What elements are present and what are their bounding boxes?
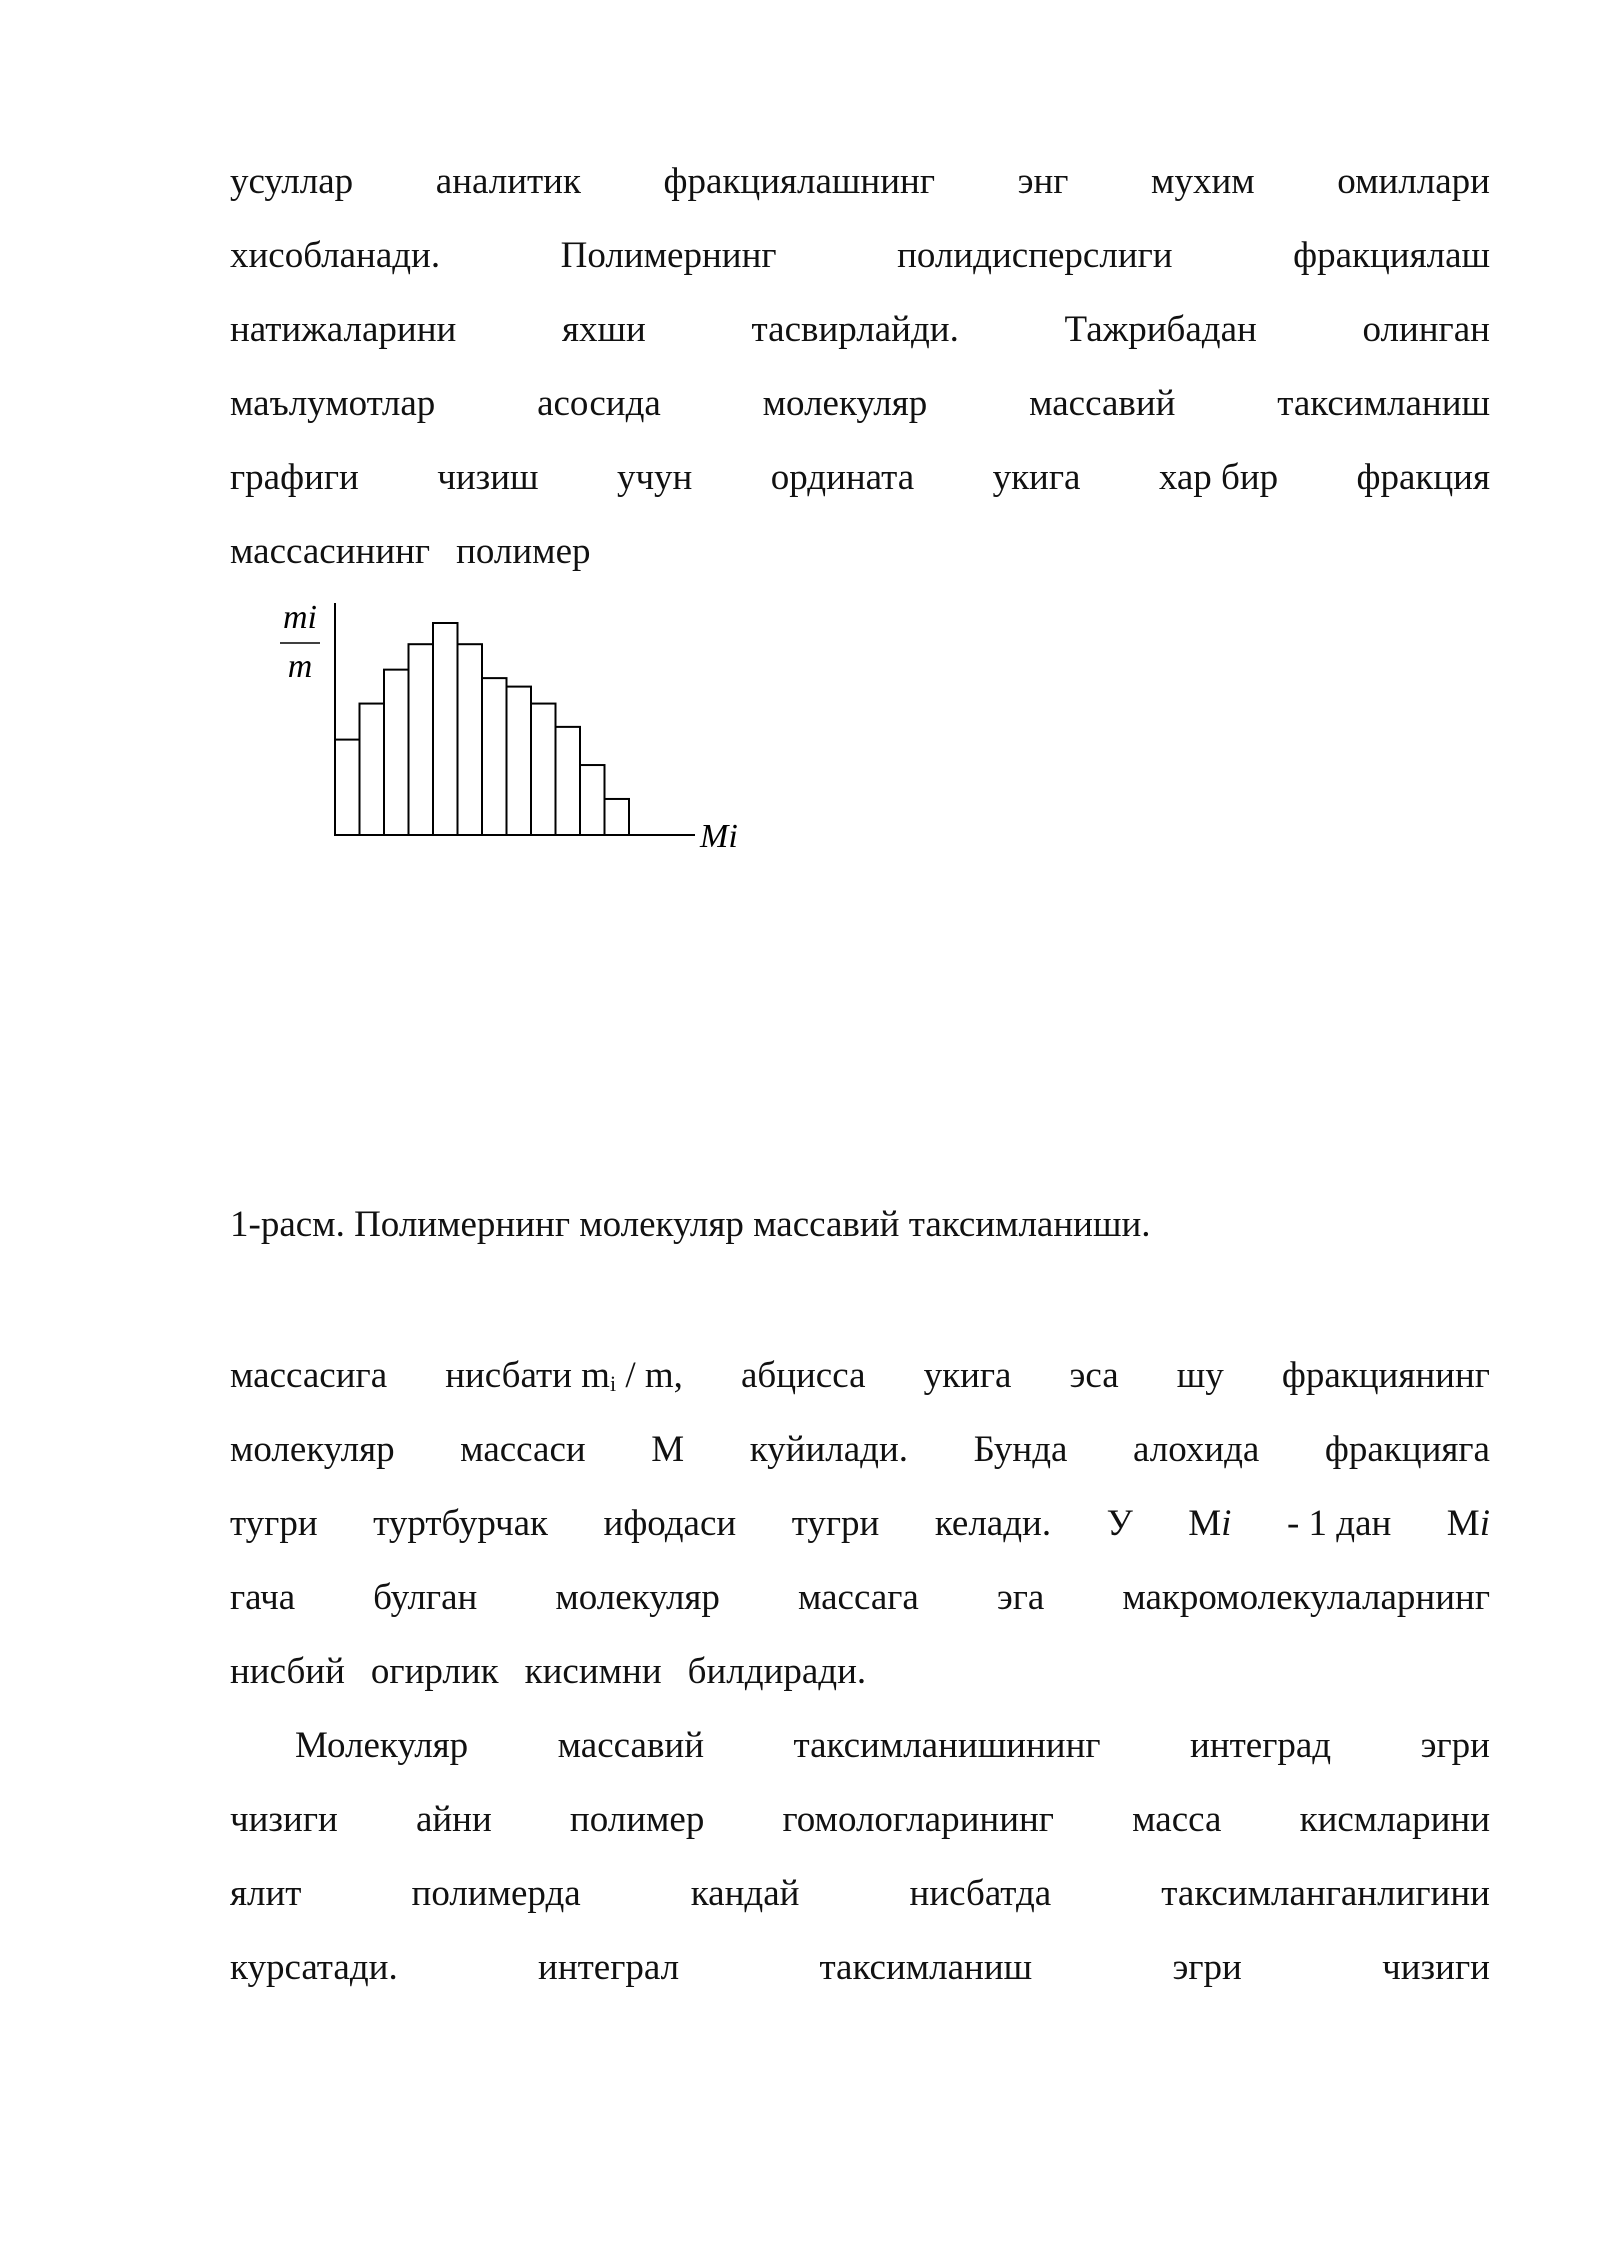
text-line-13	[230, 1790, 1490, 1850]
ratio-expression	[445, 1346, 683, 1414]
mass-letter: М	[1188, 1503, 1222, 1544]
word: олинган	[1362, 309, 1490, 350]
word: полимер	[456, 531, 591, 572]
word: огирлик	[370, 1651, 499, 1692]
word: Полимернинг	[560, 235, 777, 276]
word: фракциянинг	[1281, 1355, 1490, 1396]
word: графиги	[230, 457, 359, 498]
text-line-8	[230, 1420, 1490, 1480]
word: фракциялашнинг	[663, 161, 935, 202]
subscript-i: i	[609, 1371, 617, 1396]
word: тасвирлайди.	[751, 309, 959, 350]
word: полидисперслиги	[897, 235, 1173, 276]
word: мухим	[1151, 161, 1255, 202]
word: чизиги	[1382, 1947, 1490, 1988]
word: масса	[1132, 1799, 1222, 1840]
word: абцисса	[740, 1355, 866, 1396]
histogram-bar-11	[580, 765, 605, 835]
word: хар бир	[1158, 457, 1279, 498]
word: аналитик	[435, 161, 581, 202]
word: яхши	[562, 309, 646, 350]
word: омиллари	[1337, 161, 1490, 202]
x-axis-label: Mi	[700, 818, 738, 855]
word: полимер	[569, 1799, 705, 1840]
figure-caption: 1-расм. Полимернинг молекуляр массавий таксимланиши.	[230, 1204, 1151, 1245]
word: эгри	[1172, 1947, 1242, 1988]
text-line-11	[230, 1642, 1490, 1702]
histogram-bar-1	[335, 740, 360, 835]
histogram-bar-9	[531, 704, 556, 835]
molecular-mass-distribution-chart	[270, 595, 770, 855]
word: полимерда	[411, 1873, 581, 1914]
word: асосида	[537, 383, 661, 424]
word: булган	[373, 1577, 478, 1618]
word: алохида	[1133, 1429, 1260, 1470]
word: укига	[992, 457, 1081, 498]
word: фракцияга	[1324, 1429, 1490, 1470]
word: массасининг	[230, 531, 431, 572]
word: келади.	[934, 1503, 1052, 1544]
word: массавий	[1029, 383, 1176, 424]
word: эгри	[1420, 1725, 1490, 1766]
word: усуллар	[230, 161, 354, 202]
word: - 1 дан	[1286, 1503, 1392, 1544]
y-axis-label-denominator: m	[287, 648, 313, 685]
word: интеград	[1190, 1725, 1332, 1766]
word: молекуляр	[230, 1429, 395, 1470]
word: У	[1106, 1503, 1133, 1544]
word: тугри	[791, 1503, 880, 1544]
word: гача	[230, 1577, 296, 1618]
word: массага	[797, 1577, 919, 1618]
word: гомологларининг	[782, 1799, 1054, 1840]
word: молекуляр	[762, 383, 928, 424]
text-line-12	[295, 1716, 1490, 1776]
italic-i: i	[1479, 1503, 1490, 1544]
word: ордината	[770, 457, 915, 498]
word: учун	[616, 457, 693, 498]
histogram-bar-5	[433, 623, 458, 835]
histogram-bar-12	[605, 799, 630, 835]
text-line-3	[230, 300, 1490, 360]
word: молекуляр	[555, 1577, 720, 1618]
word: кандай	[690, 1873, 800, 1914]
word: таксимланиш	[819, 1947, 1033, 1988]
word: фракция	[1356, 457, 1490, 498]
mass-letter: М	[1446, 1503, 1480, 1544]
word: таксимланишининг	[793, 1725, 1101, 1766]
text-line-14	[230, 1864, 1490, 1924]
histogram-bar-8	[507, 687, 532, 835]
word: кисмларини	[1299, 1799, 1490, 1840]
ratio-numerator: нисбати m	[445, 1355, 610, 1396]
word: Тажрибадан	[1064, 309, 1257, 350]
text-line-2	[230, 226, 1490, 286]
word: нисбатда	[909, 1873, 1052, 1914]
word: Бунда	[973, 1429, 1068, 1470]
text-line-15	[230, 1938, 1490, 1998]
word: натижаларини	[230, 309, 457, 350]
word: чизиги	[230, 1799, 338, 1840]
word: ялит	[230, 1873, 302, 1914]
word: маълумотлар	[230, 383, 436, 424]
word: нисбий	[230, 1651, 345, 1692]
word: эга	[996, 1577, 1045, 1618]
italic-i: i	[1221, 1503, 1232, 1544]
y-axis-label-numerator: mi	[283, 599, 317, 636]
word: курсатади.	[230, 1947, 398, 1988]
word: макромолекулаларнинг	[1122, 1577, 1490, 1618]
text-line-1	[230, 152, 1490, 212]
text-line-5	[230, 448, 1490, 508]
word: массаси	[460, 1429, 586, 1470]
word: таксимланганлигини	[1161, 1873, 1490, 1914]
word: массавий	[557, 1725, 705, 1766]
text-line-7	[230, 1346, 1490, 1406]
word: интеграл	[538, 1947, 680, 1988]
word: массасига	[230, 1355, 388, 1396]
word: айни	[415, 1799, 492, 1840]
text-line-4	[230, 374, 1490, 434]
histogram-bar-10	[556, 727, 581, 835]
word: эса	[1069, 1355, 1119, 1396]
histogram-bar-3	[384, 670, 409, 835]
text-line-10	[230, 1568, 1490, 1628]
word: тугри	[230, 1503, 318, 1544]
ratio-denominator: / m,	[616, 1355, 683, 1396]
word: куйилади.	[749, 1429, 909, 1470]
mass-symbol-mi	[1188, 1494, 1231, 1554]
text-line-6	[230, 522, 1490, 582]
histogram-bar-7	[482, 678, 507, 835]
word: чизиш	[437, 457, 539, 498]
word: таксимланиш	[1277, 383, 1490, 424]
word: хисобланади.	[230, 235, 441, 276]
histogram-bar-2	[360, 704, 385, 835]
word: энг	[1017, 161, 1069, 202]
word: Молекуляр	[295, 1725, 469, 1766]
word: кисимни	[524, 1651, 662, 1692]
histogram-bar-4	[409, 644, 434, 835]
word: укига	[923, 1355, 1012, 1396]
word: М	[651, 1429, 685, 1470]
mass-symbol-mi	[1447, 1494, 1490, 1554]
word: ифодаси	[603, 1503, 737, 1544]
word: шу	[1176, 1355, 1224, 1396]
word: туртбурчак	[373, 1503, 549, 1544]
histogram-bar-6	[458, 644, 483, 835]
text-line-9	[230, 1494, 1490, 1554]
word: фракциялаш	[1293, 235, 1490, 276]
word: билдиради.	[687, 1651, 867, 1692]
